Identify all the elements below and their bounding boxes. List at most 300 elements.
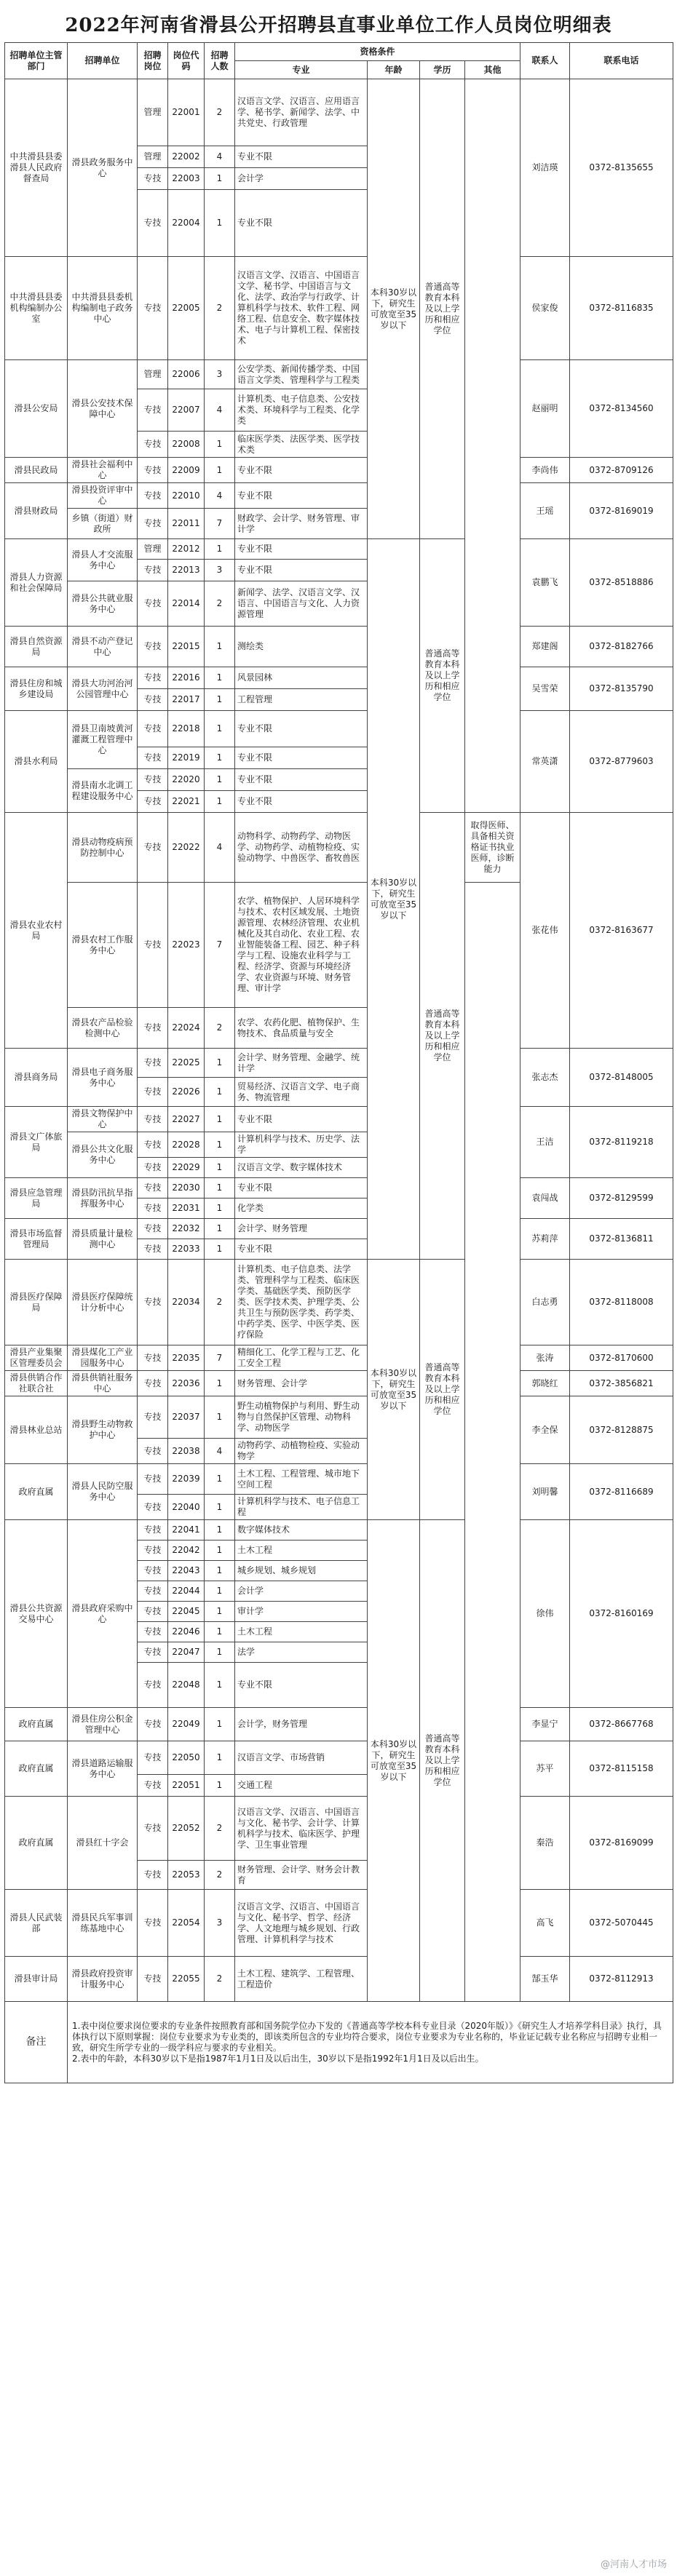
- major-cell: 财务管理、会计学: [235, 1371, 368, 1396]
- age-requirement-cell: 本科30岁以下，研究生可放宽至35岁以下: [368, 1260, 420, 1520]
- headcount-cell: 1: [205, 1741, 235, 1775]
- position-type-cell: 专技: [138, 1890, 168, 1957]
- age-requirement-cell: 本科30岁以下，研究生可放宽至35岁以下: [368, 79, 420, 539]
- education-requirement-cell: 普通高等教育本科及以上学历和相应学位: [420, 1260, 465, 1520]
- major-cell: 专业不限: [235, 1239, 368, 1260]
- major-cell: 会计学，财务管理: [235, 1708, 368, 1741]
- header-edu: 学历: [420, 61, 465, 79]
- unit-cell: 滑县公共就业服务中心: [68, 581, 138, 627]
- table-row: [5, 1464, 673, 1495]
- contact-person-cell: 秦浩: [520, 1797, 570, 1890]
- position-code-cell: 22032: [168, 1219, 205, 1239]
- contact-phone-cell: 0372-8709126: [570, 458, 673, 483]
- contact-phone-cell: 0372-8160169: [570, 1520, 673, 1708]
- headcount-cell: 1: [205, 1219, 235, 1239]
- position-type-cell: 专技: [138, 1239, 168, 1260]
- contact-person-cell: 袁闯战: [520, 1178, 570, 1219]
- major-cell: 法学: [235, 1642, 368, 1663]
- position-code-cell: 22012: [168, 539, 205, 560]
- dept-cell: 中共滑县县委滑县人民政府督查局: [5, 79, 68, 257]
- contact-person-cell: 张志杰: [520, 1049, 570, 1107]
- table-row: [5, 1520, 673, 1541]
- major-cell: 会计学、财务管理: [235, 1219, 368, 1239]
- position-code-cell: 22036: [168, 1371, 205, 1396]
- contact-person-cell: 王洁: [520, 1107, 570, 1178]
- headcount-cell: 2: [205, 1861, 235, 1890]
- education-requirement-cell: 普通高等教育本科及以上学历和相应学位: [420, 813, 465, 1260]
- position-code-cell: 22028: [168, 1132, 205, 1158]
- contact-person-cell: 赵丽明: [520, 360, 570, 458]
- dept-cell: 滑县人力资源和社会保障局: [5, 539, 68, 627]
- other-requirement-cell: [465, 883, 520, 2002]
- position-type-cell: 专技: [138, 1198, 168, 1219]
- major-cell: 城乡规划、城乡规划: [235, 1561, 368, 1581]
- dept-cell: 滑县民政局: [5, 458, 68, 483]
- headcount-cell: 4: [205, 1439, 235, 1464]
- headcount-cell: 1: [205, 1078, 235, 1107]
- position-code-cell: 22014: [168, 581, 205, 627]
- contact-phone-cell: 0372-8182766: [570, 627, 673, 667]
- headcount-cell: 1: [205, 1049, 235, 1078]
- dept-cell: 滑县林业总站: [5, 1396, 68, 1464]
- headcount-cell: 1: [205, 769, 235, 791]
- headcount-cell: 4: [205, 146, 235, 168]
- major-cell: 计算机科学与技术、历史学、法学: [235, 1132, 368, 1158]
- position-type-cell: 专技: [138, 627, 168, 667]
- position-code-cell: 22021: [168, 791, 205, 813]
- position-type-cell: 专技: [138, 257, 168, 360]
- table-row: [5, 627, 673, 667]
- position-code-cell: 22050: [168, 1741, 205, 1775]
- headcount-cell: 1: [205, 1495, 235, 1520]
- position-code-cell: 22002: [168, 146, 205, 168]
- position-type-cell: 专技: [138, 190, 168, 257]
- position-code-cell: 22009: [168, 458, 205, 483]
- major-cell: 专业不限: [235, 1663, 368, 1708]
- position-code-cell: 22048: [168, 1663, 205, 1708]
- unit-cell: 滑县住房公积金管理中心: [68, 1708, 138, 1741]
- major-cell: 化学类: [235, 1198, 368, 1219]
- headcount-cell: 2: [205, 1008, 235, 1049]
- position-code-cell: 22049: [168, 1708, 205, 1741]
- dept-cell: 滑县市场监督管理局: [5, 1219, 68, 1260]
- position-code-cell: 22029: [168, 1158, 205, 1178]
- header-age: 年龄: [368, 61, 420, 79]
- position-code-cell: 22039: [168, 1464, 205, 1495]
- position-type-cell: 管理: [138, 79, 168, 146]
- table-row: [5, 711, 673, 747]
- headcount-cell: 1: [205, 667, 235, 689]
- position-code-cell: 22016: [168, 667, 205, 689]
- remarks-label: 备注: [5, 2002, 68, 2083]
- position-type-cell: 专技: [138, 1178, 168, 1198]
- headcount-cell: 7: [205, 509, 235, 539]
- major-cell: 汉语言文学、数字媒体技术: [235, 1158, 368, 1178]
- major-cell: 公安学类、新闻传播学类、中国语言文学类、管理科学与工程类: [235, 360, 368, 389]
- position-type-cell: 专技: [138, 1663, 168, 1708]
- headcount-cell: 1: [205, 1642, 235, 1663]
- dept-cell: 滑县商务局: [5, 1049, 68, 1107]
- headcount-cell: 1: [205, 791, 235, 813]
- contact-person-cell: 刘洁瑛: [520, 79, 570, 257]
- headcount-cell: 7: [205, 883, 235, 1008]
- table-row: [5, 539, 673, 560]
- headcount-cell: 1: [205, 1775, 235, 1797]
- page-title: 2022年河南省滑县公开招聘县直事业单位工作人员岗位明细表: [65, 15, 612, 36]
- position-code-cell: 22035: [168, 1345, 205, 1371]
- contact-person-cell: 郜玉华: [520, 1957, 570, 2002]
- headcount-cell: 3: [205, 1890, 235, 1957]
- headcount-cell: 3: [205, 360, 235, 389]
- unit-cell: 滑县社会福利中心: [68, 458, 138, 483]
- major-cell: 土木工程: [235, 1622, 368, 1642]
- unit-cell: 滑县文物保护中心: [68, 1107, 138, 1132]
- major-cell: 会计学: [235, 1581, 368, 1602]
- headcount-cell: 1: [205, 1198, 235, 1219]
- major-cell: 专业不限: [235, 747, 368, 769]
- position-type-cell: 专技: [138, 1581, 168, 1602]
- unit-cell: 滑县电子商务服务中心: [68, 1049, 138, 1107]
- major-cell: 土木工程、建筑学、工程管理、工程造价: [235, 1957, 368, 2002]
- unit-cell: 滑县红十字会: [68, 1797, 138, 1890]
- unit-cell: 滑县煤化工产业园服务中心: [68, 1345, 138, 1371]
- education-requirement-cell: 普通高等教育本科及以上学历和相应学位: [420, 539, 465, 813]
- unit-cell: 滑县质量计量检测中心: [68, 1219, 138, 1260]
- position-type-cell: 专技: [138, 1520, 168, 1541]
- position-code-cell: 22041: [168, 1520, 205, 1541]
- headcount-cell: 2: [205, 257, 235, 360]
- major-cell: 农学、农药化肥、植物保护、生物技术、食品质量与安全: [235, 1008, 368, 1049]
- position-type-cell: 专技: [138, 1622, 168, 1642]
- position-code-cell: 22003: [168, 168, 205, 190]
- position-type-cell: 专技: [138, 168, 168, 190]
- position-type-cell: 专技: [138, 1107, 168, 1132]
- major-cell: 计算机科学与技术、电子信息工程: [235, 1495, 368, 1520]
- position-code-cell: 22019: [168, 747, 205, 769]
- position-code-cell: 22054: [168, 1890, 205, 1957]
- headcount-cell: 1: [205, 1371, 235, 1396]
- position-code-cell: 22031: [168, 1198, 205, 1219]
- position-type-cell: 专技: [138, 1049, 168, 1078]
- unit-cell: 滑县人才交流服务中心: [68, 539, 138, 581]
- headcount-cell: 1: [205, 1158, 235, 1178]
- position-code-cell: 22033: [168, 1239, 205, 1260]
- other-requirement-cell: 取得医师、具备相关资格证书执业医师，诊断能力: [465, 813, 520, 883]
- header-other: 其他: [465, 61, 520, 79]
- position-type-cell: 专技: [138, 560, 168, 581]
- contact-person-cell: 郑建阁: [520, 627, 570, 667]
- contact-phone-cell: 0372-8170600: [570, 1345, 673, 1371]
- position-type-cell: 专技: [138, 1260, 168, 1345]
- header-qual: 资格条件: [235, 43, 520, 61]
- contact-person-cell: 张涛: [520, 1345, 570, 1371]
- other-requirement-cell: [465, 79, 520, 813]
- headcount-cell: 2: [205, 581, 235, 627]
- headcount-cell: 4: [205, 483, 235, 509]
- major-cell: 专业不限: [235, 458, 368, 483]
- headcount-cell: 1: [205, 1178, 235, 1198]
- header-code: 岗位代码: [168, 43, 205, 79]
- position-code-cell: 22052: [168, 1797, 205, 1861]
- major-cell: 汉语言文学、汉语言、中国语言与文化、秘书学、会计学、计算机科学与技术、临床医学、护理学、卫生事业管理: [235, 1797, 368, 1861]
- position-type-cell: 专技: [138, 1464, 168, 1495]
- dept-cell: 政府直属: [5, 1464, 68, 1520]
- table-row: [5, 1178, 673, 1198]
- position-type-cell: 专技: [138, 389, 168, 432]
- contact-phone-cell: 0372-8119218: [570, 1107, 673, 1178]
- position-code-cell: 22022: [168, 813, 205, 883]
- headcount-cell: 4: [205, 389, 235, 432]
- position-type-cell: 专技: [138, 432, 168, 458]
- headcount-cell: 7: [205, 1345, 235, 1371]
- headcount-cell: 4: [205, 813, 235, 883]
- position-type-cell: 管理: [138, 539, 168, 560]
- position-type-cell: 专技: [138, 509, 168, 539]
- header-unit: 招聘单位: [68, 43, 138, 79]
- headcount-cell: 1: [205, 1663, 235, 1708]
- major-cell: 风景园林: [235, 667, 368, 689]
- contact-phone-cell: 0372-8169019: [570, 483, 673, 539]
- major-cell: 会计学: [235, 168, 368, 190]
- major-cell: 财务管理、会计学、财务会计教育: [235, 1861, 368, 1890]
- table-row: [5, 1219, 673, 1239]
- position-type-cell: 专技: [138, 747, 168, 769]
- contact-phone-cell: 0372-5070445: [570, 1890, 673, 1957]
- position-type-cell: 专技: [138, 769, 168, 791]
- dept-cell: 滑县应急管理局: [5, 1178, 68, 1219]
- dept-cell: 滑县水利局: [5, 711, 68, 813]
- position-type-cell: 专技: [138, 1602, 168, 1622]
- contact-person-cell: 徐伟: [520, 1520, 570, 1708]
- position-code-cell: 22006: [168, 360, 205, 389]
- unit-cell: 滑县大功河治河公园管理中心: [68, 667, 138, 711]
- major-cell: 土木工程: [235, 1541, 368, 1561]
- position-code-cell: 22004: [168, 190, 205, 257]
- dept-cell: 滑县农业农村局: [5, 813, 68, 1049]
- unit-cell: 滑县政府投资审计服务中心: [68, 1957, 138, 2002]
- contact-phone-cell: 0372-3856821: [570, 1371, 673, 1396]
- major-cell: 汉语言文学、汉语言、中国语言文学、秘书学、中国语言与文化、法学、政治学与行政学、计算机科学与技术、软件工程、网络工程、信息安全、数字媒体技术、电子与计算机工程、保密技术: [235, 257, 368, 360]
- dept-cell: 滑县产业集聚区管理委员会: [5, 1345, 68, 1371]
- position-type-cell: 专技: [138, 1396, 168, 1439]
- position-type-cell: 专技: [138, 483, 168, 509]
- dept-cell: 政府直属: [5, 1797, 68, 1890]
- header-major: 专业: [235, 61, 368, 79]
- contact-phone-cell: 0372-8135655: [570, 79, 673, 257]
- unit-cell: 滑县人民防空服务中心: [68, 1464, 138, 1520]
- unit-cell: 滑县卫南坡黄河灌溉工程管理中心: [68, 711, 138, 769]
- position-type-cell: 专技: [138, 1371, 168, 1396]
- headcount-cell: 1: [205, 432, 235, 458]
- position-code-cell: 22023: [168, 883, 205, 1008]
- position-code-cell: 22030: [168, 1178, 205, 1198]
- position-code-cell: 22042: [168, 1541, 205, 1561]
- major-cell: 新闻学、法学、汉语言文学、汉语言、中国语言与文化、人力资源管理: [235, 581, 368, 627]
- unit-cell: 滑县防汛抗旱指挥服务中心: [68, 1178, 138, 1219]
- table-row: [5, 1957, 673, 2002]
- major-cell: 野生动植物保护与利用、野生动物与自然保护区管理、动物科学、动物医学: [235, 1396, 368, 1439]
- contact-phone-cell: 0372-8667768: [570, 1708, 673, 1741]
- table-row: [5, 79, 673, 146]
- contact-person-cell: 袁鹏飞: [520, 539, 570, 627]
- position-type-cell: 专技: [138, 458, 168, 483]
- headcount-cell: 1: [205, 689, 235, 711]
- dept-cell: 滑县人民武装部: [5, 1890, 68, 1957]
- contact-phone-cell: 0372-8163677: [570, 813, 673, 1049]
- headcount-cell: 1: [205, 1396, 235, 1439]
- header-dept: 招聘单位主管部门: [5, 43, 68, 79]
- major-cell: 土木工程、工程管理、城市地下空间工程: [235, 1464, 368, 1495]
- position-type-cell: 管理: [138, 146, 168, 168]
- contact-person-cell: 常英潇: [520, 711, 570, 813]
- major-cell: 测绘类: [235, 627, 368, 667]
- position-type-cell: 专技: [138, 1957, 168, 2002]
- position-code-cell: 22026: [168, 1078, 205, 1107]
- watermark: @河南人才市场: [600, 2559, 667, 2570]
- contact-person-cell: 李全保: [520, 1396, 570, 1464]
- table-row: [5, 1890, 673, 1957]
- position-code-cell: 22020: [168, 769, 205, 791]
- headcount-cell: 1: [205, 539, 235, 560]
- position-type-cell: 专技: [138, 813, 168, 883]
- dept-cell: 滑县公安局: [5, 360, 68, 458]
- position-type-cell: 专技: [138, 1797, 168, 1861]
- major-cell: 工程管理: [235, 689, 368, 711]
- headcount-cell: 1: [205, 1602, 235, 1622]
- position-code-cell: 22044: [168, 1581, 205, 1602]
- contact-phone-cell: 0372-8128875: [570, 1396, 673, 1464]
- contact-person-cell: 苏莉萍: [520, 1219, 570, 1260]
- table-row: [5, 483, 673, 509]
- position-type-cell: 专技: [138, 1642, 168, 1663]
- contact-phone-cell: 0372-8118008: [570, 1260, 673, 1345]
- header-phone: 联系电话: [570, 43, 673, 79]
- dept-cell: 滑县医疗保障局: [5, 1260, 68, 1345]
- major-cell: 计算机类、电子信息类、法学类、管理科学与工程类、临床医学类、基础医学类、预防医学类、医学技术类、护理学类、公共卫生与预防医学类、药学类、中药学类、医学、中医学类、医疗保险: [235, 1260, 368, 1345]
- table-row: [5, 1371, 673, 1396]
- major-cell: 临床医学类、法医学类、医学技术类: [235, 432, 368, 458]
- contact-person-cell: 高飞: [520, 1890, 570, 1957]
- contact-person-cell: 侯家俊: [520, 257, 570, 360]
- position-type-cell: 专技: [138, 1561, 168, 1581]
- contact-phone-cell: 0372-8115158: [570, 1741, 673, 1797]
- unit-cell: 滑县医疗保障统计分析中心: [68, 1260, 138, 1345]
- position-code-cell: 22047: [168, 1642, 205, 1663]
- header-pos-type: 招聘岗位: [138, 43, 168, 79]
- remark-line-1: 1.表中岗位要求岗位要求的专业条件按照教育部和国务院学位办下发的《普通高等学校本科专业目录（2020年版）》《研究生人才培养学科目录》执行，具体执行以下原则掌握：岗位专业要求为专业类的，即该类所包含的专业均符合要求，岗位专业要求为专业名称的，毕业证记载专业名称应与招聘专业相一致，研究生所学专业的一级学科应与要求的专业相关。: [72, 2020, 662, 2053]
- major-cell: 动物科学、动物药学、动物医学、动物药学、动植物检疫、实验动物学、中兽医学、畜牧兽医: [235, 813, 368, 883]
- contact-person-cell: 王瑶: [520, 483, 570, 539]
- major-cell: 计算机类、电子信息类、公安技术类、环境科学与工程类、化学类: [235, 389, 368, 432]
- headcount-cell: 1: [205, 1239, 235, 1260]
- headcount-cell: 1: [205, 1561, 235, 1581]
- header-contact: 联系人: [520, 43, 570, 79]
- position-code-cell: 22024: [168, 1008, 205, 1049]
- contact-person-cell: 吴雪荣: [520, 667, 570, 711]
- position-type-cell: 专技: [138, 689, 168, 711]
- headcount-cell: 2: [205, 1797, 235, 1861]
- education-requirement-cell: 普通高等教育本科及以上学历和相应学位: [420, 1520, 465, 2002]
- unit-cell: 滑县农产品检验检测中心: [68, 1008, 138, 1049]
- dept-cell: 政府直属: [5, 1741, 68, 1797]
- position-type-cell: 专技: [138, 1219, 168, 1239]
- table-row: [5, 257, 673, 360]
- headcount-cell: 3: [205, 560, 235, 581]
- table-row: [5, 1345, 673, 1371]
- dept-cell: 滑县住房和城乡建设局: [5, 667, 68, 711]
- table-row: [5, 1797, 673, 1861]
- position-type-cell: 专技: [138, 1495, 168, 1520]
- major-cell: 专业不限: [235, 539, 368, 560]
- position-code-cell: 22025: [168, 1049, 205, 1078]
- unit-cell: 中共滑县县委机构编制电子政务中心: [68, 257, 138, 360]
- unit-cell: 滑县政府采购中心: [68, 1520, 138, 1708]
- positions-table: [4, 42, 673, 2083]
- position-code-cell: 22027: [168, 1107, 205, 1132]
- position-type-cell: 专技: [138, 1132, 168, 1158]
- position-type-cell: 专技: [138, 1541, 168, 1561]
- headcount-cell: 1: [205, 1107, 235, 1132]
- position-type-cell: 专技: [138, 581, 168, 627]
- major-cell: 专业不限: [235, 711, 368, 747]
- remarks-row: [5, 2002, 673, 2083]
- position-code-cell: 22008: [168, 432, 205, 458]
- position-code-cell: 22015: [168, 627, 205, 667]
- major-cell: 交通工程: [235, 1775, 368, 1797]
- position-type-cell: 专技: [138, 1861, 168, 1890]
- dept-cell: 滑县财政局: [5, 483, 68, 539]
- position-type-cell: 专技: [138, 1158, 168, 1178]
- contact-person-cell: 郭晓红: [520, 1371, 570, 1396]
- unit-cell: 滑县道路运输服务中心: [68, 1741, 138, 1797]
- major-cell: 专业不限: [235, 1107, 368, 1132]
- position-code-cell: 22040: [168, 1495, 205, 1520]
- table-body: [5, 43, 673, 2083]
- headcount-cell: 1: [205, 1520, 235, 1541]
- contact-person-cell: 白志勇: [520, 1260, 570, 1345]
- dept-cell: 滑县文广体旅局: [5, 1107, 68, 1178]
- position-type-cell: 专技: [138, 1775, 168, 1797]
- table-row: [5, 1396, 673, 1439]
- contact-person-cell: 苏平: [520, 1741, 570, 1797]
- position-code-cell: 22011: [168, 509, 205, 539]
- unit-cell: 滑县南水北调工程建设服务中心: [68, 769, 138, 813]
- contact-phone-cell: 0372-8518886: [570, 539, 673, 627]
- headcount-cell: 2: [205, 1260, 235, 1345]
- table-row: [5, 1049, 673, 1078]
- header-count: 招聘人数: [205, 43, 235, 79]
- position-code-cell: 22051: [168, 1775, 205, 1797]
- unit-cell: 滑县农村工作服务中心: [68, 883, 138, 1008]
- headcount-cell: 1: [205, 190, 235, 257]
- table-row: [5, 1107, 673, 1132]
- position-code-cell: 22018: [168, 711, 205, 747]
- headcount-cell: 1: [205, 1132, 235, 1158]
- position-type-cell: 专技: [138, 1345, 168, 1371]
- headcount-cell: 1: [205, 1464, 235, 1495]
- position-code-cell: 22043: [168, 1561, 205, 1581]
- position-code-cell: 22045: [168, 1602, 205, 1622]
- major-cell: 汉语言文学、汉语言、应用语言学、秘书学、新闻学、法学、中共党史、行政管理: [235, 79, 368, 146]
- dept-cell: 滑县审计局: [5, 1957, 68, 2002]
- contact-phone-cell: 0372-8779603: [570, 711, 673, 813]
- position-code-cell: 22034: [168, 1260, 205, 1345]
- headcount-cell: 1: [205, 1708, 235, 1741]
- table-row: [5, 458, 673, 483]
- contact-person-cell: 李显宁: [520, 1708, 570, 1741]
- headcount-cell: 1: [205, 711, 235, 747]
- contact-person-cell: 刘明馨: [520, 1464, 570, 1520]
